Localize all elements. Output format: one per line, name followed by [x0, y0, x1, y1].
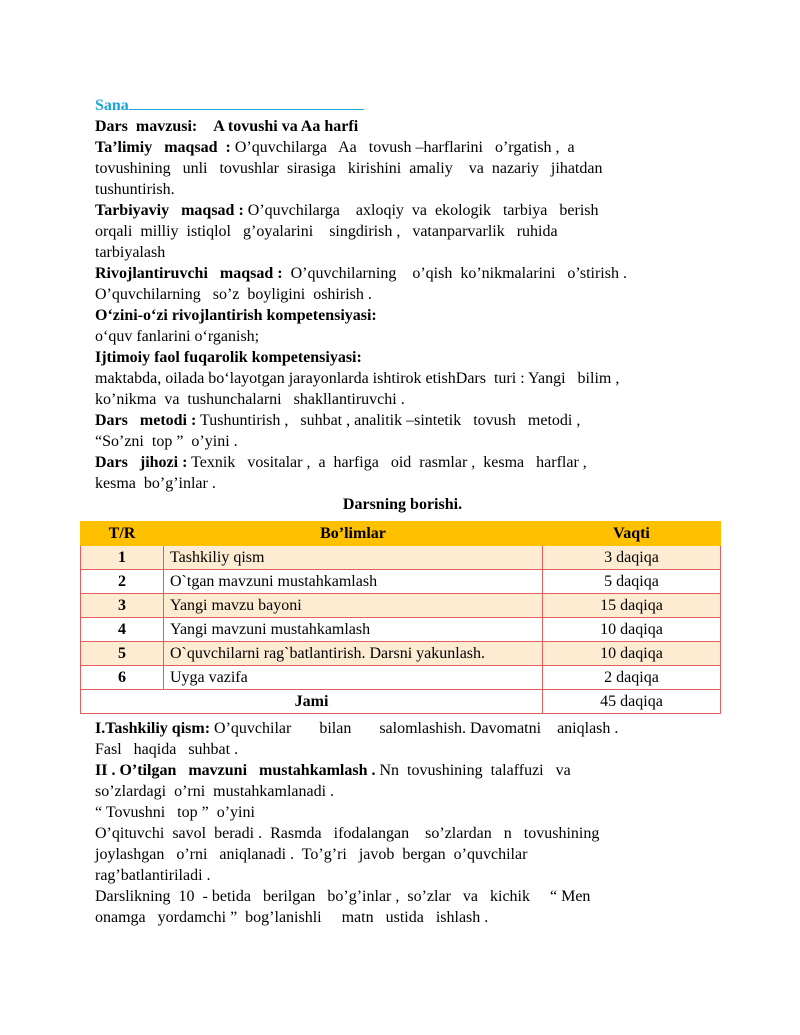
- table-row: [81, 642, 721, 666]
- stage-2-line-4: O’qituvchi savol beradi . Rasmda ifodalangan so’zlardan n tovushining: [95, 825, 600, 842]
- upbringing-goal-line-3: tarbiyalash: [95, 244, 166, 261]
- equipment-line-2: kesma bo’g’inlar .: [95, 475, 216, 492]
- stage-2-line-3: “ Tovushni top ” o’yini: [95, 804, 255, 821]
- competence-1-label: O‘zini-o‘zi rivojlantirish kompetensiyasi:: [95, 307, 377, 324]
- stage-2-label: II . O’tilgan mavzuni mustahkamlash .: [95, 762, 376, 779]
- lesson-stages-text: [95, 718, 715, 928]
- educational-goal-line-3: tushuntirish.: [95, 181, 175, 198]
- educational-goal-text: O’quvchilarga Aa tovush –harflarini o’rgatish , a: [230, 139, 575, 156]
- row-number: 4: [81, 618, 164, 642]
- developmental-goal-text: O’quvchilarning o’qish ko’nikmalarini o’stirish .: [282, 265, 627, 282]
- row-number: 3: [81, 594, 164, 618]
- row-time: 10 daqiqa: [543, 642, 721, 666]
- row-number: 2: [81, 570, 164, 594]
- total-label: Jami: [81, 690, 543, 714]
- total-time: 45 daqiqa: [543, 690, 721, 714]
- date-label: Sana: [95, 97, 129, 114]
- row-section: Yangi mavzuni mustahkamlash: [164, 618, 543, 642]
- developmental-goal-line-1: [95, 263, 710, 284]
- lesson-flow-title: Darsning borishi.: [342, 496, 463, 513]
- row-number: 6: [81, 666, 164, 690]
- stage-2-text: Nn tovushining talaffuzi va: [375, 762, 571, 779]
- column-header-sections: Bo’limlar: [164, 522, 543, 546]
- stage-2-line-5: joylashgan o’rni aniqlanadi . To’g’ri javob bergan o’quvchilar: [95, 846, 528, 863]
- equipment-text: Texnik vositalar , a harfiga oid rasmlar , kesma harflar ,: [187, 454, 587, 471]
- table-header-row: [81, 522, 721, 546]
- topic-line: [95, 116, 710, 137]
- method-label: Dars metodi :: [95, 412, 197, 429]
- table-row: [81, 666, 721, 690]
- stage-1-line-2: Fasl haqida suhbat .: [95, 741, 239, 758]
- stage-2-line-1: [95, 760, 715, 781]
- row-time: 15 daqiqa: [543, 594, 721, 618]
- table-total-row: [81, 690, 721, 714]
- topic-label: Dars mavzusi:: [95, 118, 198, 135]
- stage-1-label: I.Tashkiliy qism:: [95, 720, 211, 737]
- row-time: 5 daqiqa: [543, 570, 721, 594]
- row-section: O`tgan mavzuni mustahkamlash: [164, 570, 543, 594]
- educational-goal-label: Ta’limiy maqsad :: [95, 139, 231, 156]
- competence-2-line-2: ko’nikma va tushunchalarni shakllantiruvchi .: [95, 391, 405, 408]
- stage-2-line-7: Darslikning 10 - betida berilgan bo’g’inlar , so’zlar va kichik “ Men: [95, 888, 591, 905]
- upbringing-goal-text: O’quvchilarga axloqiy va ekologik tarbiya berish: [243, 202, 599, 219]
- competence-1-text: o‘quv fanlarini o‘rganish;: [95, 328, 260, 345]
- column-header-time: Vaqti: [543, 522, 721, 546]
- upbringing-goal-line-2: orqali milliy istiqlol g’oyalarini singdirish , vatanparvarlik ruhida: [95, 223, 558, 240]
- row-section: Uyga vazifa: [164, 666, 543, 690]
- competence-2-line-1: maktabda, oilada bo‘layotgan jarayonlarda ishtirok etishDars turi : Yangi bilim ,: [95, 370, 620, 387]
- topic-text: A tovushi va Aa harfi: [213, 118, 359, 135]
- row-section: O`quvchilarni rag`batlantirish. Darsni yakunlash.: [164, 642, 543, 666]
- table-row: [81, 618, 721, 642]
- method-line-1: [95, 410, 710, 431]
- table-row: [81, 570, 721, 594]
- lesson-plan-intro: [95, 94, 710, 515]
- upbringing-goal-label: Tarbiyaviy maqsad :: [95, 202, 244, 219]
- table-row: [81, 594, 721, 618]
- stage-2-line-2: so’zlardagi o’rni mustahkamlanadi .: [95, 783, 335, 800]
- table-row: [81, 546, 721, 570]
- method-text: Tushuntirish , suhbat , analitik –sintetik tovush metodi ,: [196, 412, 581, 429]
- row-number: 5: [81, 642, 164, 666]
- educational-goal-line-2: tovushining unli tovushlar sirasiga kirishini amaliy va nazariy jihatdan: [95, 160, 603, 177]
- row-time: 10 daqiqa: [543, 618, 721, 642]
- column-header-number: T/R: [81, 522, 164, 546]
- row-section: Tashkiliy qism: [164, 546, 543, 570]
- stage-1-line-1: [95, 718, 715, 739]
- lesson-timeline-table: [80, 521, 721, 714]
- developmental-goal-line-2: O’quvchilarning so’z boyligini oshirish .: [95, 286, 372, 303]
- row-time: 2 daqiqa: [543, 666, 721, 690]
- educational-goal-line-1: [95, 137, 710, 158]
- competence-2-label: Ijtimoiy faol fuqarolik kompetensiyasi:: [95, 349, 362, 366]
- developmental-goal-label: Rivojlantiruvchi maqsad :: [95, 265, 283, 282]
- row-time: 3 daqiqa: [543, 546, 721, 570]
- equipment-label: Dars jihozi :: [95, 454, 188, 471]
- date-field: [95, 94, 710, 116]
- row-section: Yangi mavzu bayoni: [164, 594, 543, 618]
- stage-1-text: O’quvchilar bilan salomlashish. Davomatni aniqlash .: [210, 720, 619, 737]
- stage-2-line-6: rag’batlantiriladi .: [95, 867, 211, 884]
- row-number: 1: [81, 546, 164, 570]
- equipment-line-1: [95, 452, 710, 473]
- upbringing-goal-line-1: [95, 200, 710, 221]
- method-line-2: “So’zni top ” o’yini .: [95, 433, 238, 450]
- stage-2-line-8: onamga yordamchi ” bog’lanishli matn ustida ishlash .: [95, 909, 489, 926]
- date-blank-line: [129, 94, 364, 110]
